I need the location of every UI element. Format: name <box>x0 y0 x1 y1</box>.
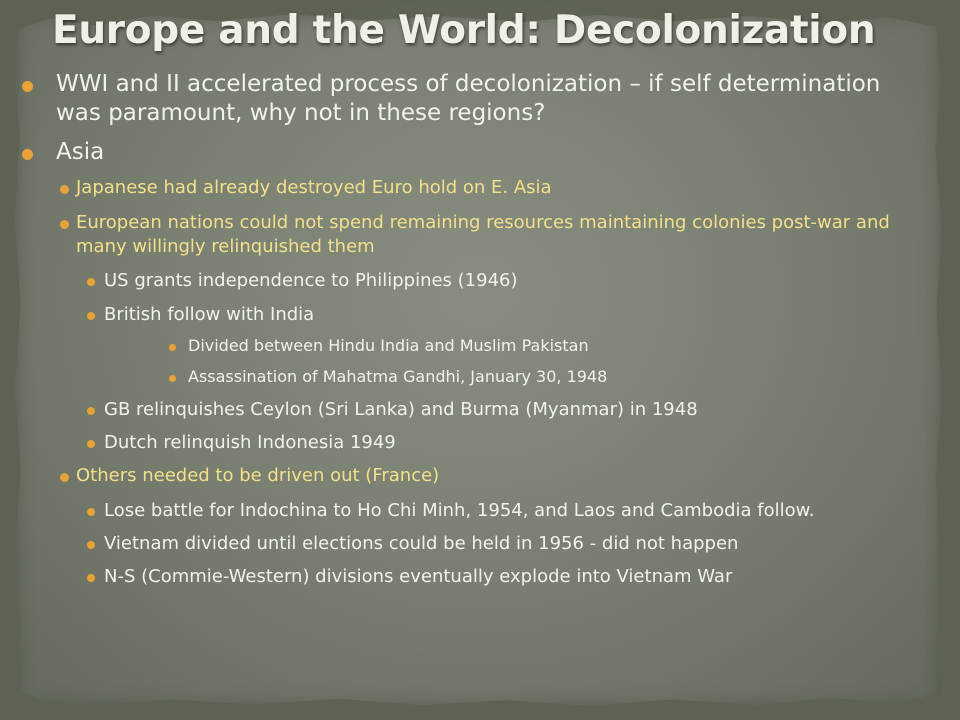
bullet-dot-icon <box>60 185 69 194</box>
bullet-dot-icon <box>169 375 176 382</box>
bullet-text: N-S (Commie-Western) divisions eventually explode into Vietnam War <box>104 566 733 588</box>
sub-bullet-item <box>20 176 920 200</box>
bullet-list <box>20 70 920 599</box>
sub-sub-bullet-item <box>20 398 920 421</box>
sub-sub-bullet-item <box>20 431 920 454</box>
sub-sub-bullet-item <box>20 269 920 292</box>
deep-bullet-item <box>20 367 920 388</box>
bullet-text: Vietnam divided until elections could be held in 1956 - did not happen <box>104 532 739 554</box>
sub-sub-bullet-item <box>20 532 920 555</box>
slide-title: Europe and the World: Decolonization <box>52 8 876 53</box>
bullet-text: Asia <box>56 138 105 165</box>
sub-sub-bullet-item <box>20 303 920 326</box>
bullet-text: US grants independence to Philippines (1946) <box>104 270 518 292</box>
bullet-text: GB relinquishes Ceylon (Sri Lanka) and Burma (Myanmar) in 1948 <box>104 398 698 420</box>
bullet-dot-icon <box>87 312 95 320</box>
bullet-dot-icon <box>87 508 95 516</box>
bullet-dot-icon <box>60 220 69 229</box>
bullet-text: Japanese had already destroyed Euro hold on E. Asia <box>76 177 552 199</box>
bullet-text: WWI and II accelerated process of decolonization – if self determination was paramount, why not in these regions? <box>56 71 881 126</box>
sub-bullet-item <box>20 211 920 260</box>
bullet-dot-icon <box>87 541 95 549</box>
sub-bullet-item <box>20 464 920 488</box>
deep-bullet-item <box>20 336 920 357</box>
bullet-dot-icon <box>87 574 95 582</box>
bullet-dot-icon <box>87 407 95 415</box>
sub-sub-bullet-item <box>20 565 920 588</box>
bullet-text: Divided between Hindu India and Muslim Pakistan <box>188 335 589 355</box>
bullet-text: Dutch relinquish Indonesia 1949 <box>104 431 396 453</box>
bullet-text: British follow with India <box>104 303 315 325</box>
bullet-item <box>20 138 920 167</box>
sub-sub-bullet-item <box>20 499 920 522</box>
bullet-dot-icon <box>60 473 69 482</box>
bullet-text: Others needed to be driven out (France) <box>76 465 440 487</box>
bullet-item <box>20 70 920 128</box>
bullet-dot-icon <box>22 81 33 92</box>
bullet-text: Assassination of Mahatma Gandhi, January 30, 1948 <box>188 366 608 386</box>
bullet-dot-icon <box>87 278 95 286</box>
bullet-dot-icon <box>87 440 95 448</box>
bullet-dot-icon <box>22 149 33 160</box>
bullet-text: European nations could not spend remaining resources maintaining colonies post-war and many willingly relinquished them <box>76 211 890 257</box>
bullet-dot-icon <box>169 344 176 351</box>
bullet-text: Lose battle for Indochina to Ho Chi Minh, 1954, and Laos and Cambodia follow. <box>104 499 815 521</box>
